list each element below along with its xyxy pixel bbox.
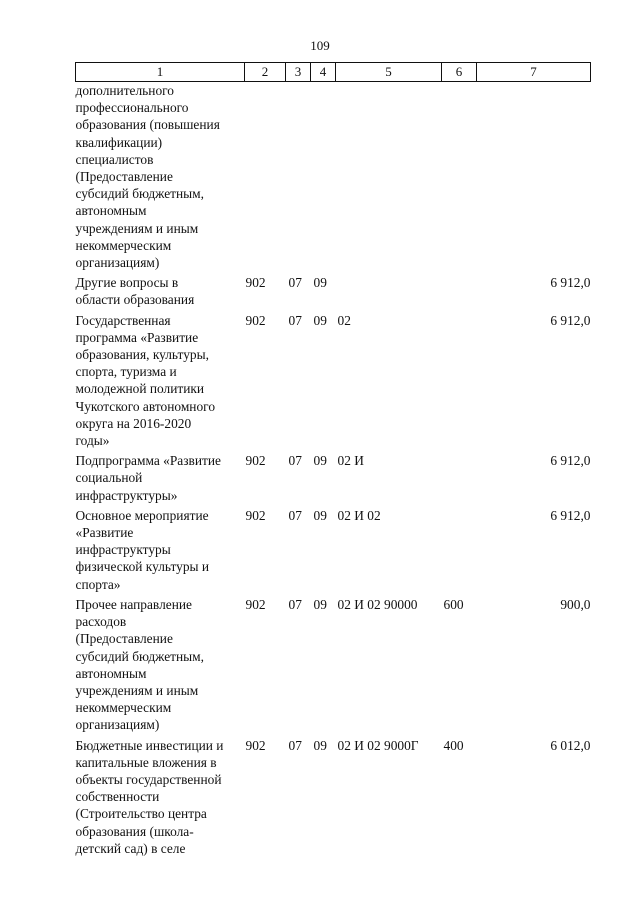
table-header-row (76, 63, 591, 82)
column-header: 4 (311, 63, 336, 82)
row-csr: 02 И 02 90000 (337, 596, 418, 612)
row-name: Подпрограмма «Развитие социальной инфраструктуры» (75, 453, 221, 503)
row-vr (442, 82, 477, 275)
row-csr: 02 И 02 (337, 507, 381, 523)
row-grbs: 902 (245, 507, 266, 523)
row-pr: 09 (313, 312, 327, 328)
row-grbs: 902 (245, 453, 266, 469)
row-rz: 07 (288, 737, 302, 753)
row-csr (336, 274, 442, 311)
column-header: 6 (442, 63, 477, 82)
row-sum: 900,0 (560, 596, 591, 612)
row-vr (442, 507, 477, 596)
row-pr: 09 (313, 596, 327, 612)
row-csr: 02 И (337, 453, 364, 469)
row-pr: 09 (313, 453, 327, 469)
row-name: Государственная программа «Развитие образования, культуры, спорта, туризма и молодежной политики Чукотского автономного округа на 2016-2020 годы» (75, 312, 216, 449)
row-csr: 02 (337, 312, 351, 328)
row-vr (442, 274, 477, 311)
column-header: 1 (76, 63, 245, 82)
row-rz: 07 (288, 507, 302, 523)
row-grbs (245, 82, 286, 275)
row-sum: 6 012,0 (550, 737, 591, 753)
row-grbs: 902 (245, 596, 266, 612)
row-vr (442, 452, 477, 507)
row-sum: 6 912,0 (550, 507, 591, 523)
row-grbs: 902 (245, 312, 266, 328)
row-rz: 07 (288, 453, 302, 469)
row-grbs: 902 (245, 737, 266, 753)
row-csr (336, 82, 442, 275)
table-row (76, 274, 591, 311)
row-csr: 02 И 02 9000Г (337, 737, 419, 753)
column-header: 7 (477, 63, 591, 82)
row-sum (477, 82, 591, 275)
row-rz: 07 (288, 275, 302, 291)
table-row (76, 596, 591, 737)
row-pr: 09 (313, 275, 327, 291)
row-sum: 6 912,0 (550, 453, 591, 469)
row-vr: 600 (443, 596, 464, 612)
table-row (76, 507, 591, 596)
column-header: 5 (336, 63, 442, 82)
row-rz: 07 (288, 596, 302, 612)
row-vr (442, 312, 477, 453)
row-name: Прочее направление расходов (Предоставление субсидий бюджетным, автономным учреждениям и иным некоммерческим организациям) (75, 596, 205, 733)
table-row (76, 82, 591, 275)
row-pr: 09 (313, 507, 327, 523)
row-pr: 09 (313, 737, 327, 753)
budget-table (75, 62, 591, 860)
row-name: дополнительного профессионального образования (повышения квалификации) специалистов (Предоставление субсидий бюджетным, автономным учреждениям и иным некоммерческим организациям) (75, 83, 220, 271)
table-row (76, 737, 591, 860)
page-number: 109 (310, 38, 330, 53)
row-rz (286, 82, 311, 275)
column-header: 2 (245, 63, 286, 82)
row-name: Другие вопросы в области образования (75, 275, 195, 308)
row-pr (311, 82, 336, 275)
row-name: Бюджетные инвестиции и капитальные вложения в объекты государственной собственности (Строительство центра образования (школа- детский сад) в селе (75, 737, 224, 856)
table-row (76, 312, 591, 453)
row-vr: 400 (443, 737, 464, 753)
row-sum: 6 912,0 (550, 312, 591, 328)
row-grbs: 902 (245, 275, 266, 291)
table-row (76, 452, 591, 507)
row-sum: 6 912,0 (550, 275, 591, 291)
column-header: 3 (286, 63, 311, 82)
row-name: Основное мероприятие «Развитие инфраструктуры физической культуры и спорта» (75, 507, 210, 592)
row-rz: 07 (288, 312, 302, 328)
